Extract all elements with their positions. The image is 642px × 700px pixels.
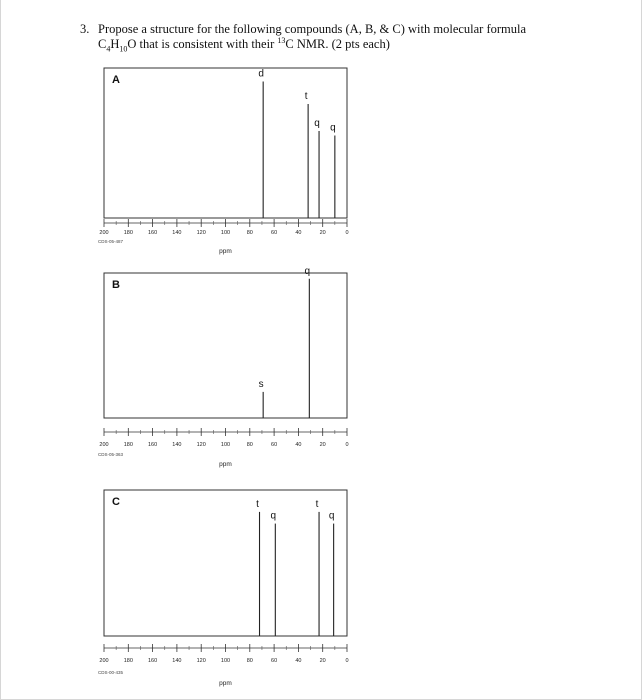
tick-label-0: 0	[345, 658, 349, 664]
tick-label-40: 40	[295, 442, 302, 448]
peak-multiplicity-2: q	[304, 265, 311, 277]
question-line-1: Propose a structure for the following compounds (A, B, & C) with molecular formula	[98, 22, 527, 36]
tick-label-140: 140	[172, 658, 182, 664]
x-axis-label: ppm	[219, 248, 232, 255]
tick-label-120: 120	[196, 658, 206, 664]
tick-label-100: 100	[220, 442, 231, 448]
tick-label-0: 0	[345, 442, 349, 448]
tick-label-200: 200	[99, 442, 109, 448]
x-axis-label: ppm	[219, 461, 232, 468]
tick-label-40: 40	[295, 230, 302, 236]
tick-label-180: 180	[123, 658, 133, 664]
question-text-a: that is consistent with their	[136, 37, 278, 51]
question-text-b: C NMR. (2 pts each)	[285, 37, 390, 51]
formula-hydrogen: H	[110, 37, 120, 51]
tick-label-60: 60	[271, 442, 278, 448]
spectrum-frame	[104, 68, 347, 218]
spectrum-frame	[104, 490, 347, 636]
peak-multiplicity-3: t	[315, 498, 319, 510]
tick-label-60: 60	[271, 230, 278, 236]
tick-label-180: 180	[123, 442, 133, 448]
peak-multiplicity-1: t	[256, 498, 259, 510]
peak-multiplicity-4: q	[328, 510, 335, 522]
tick-label-40: 40	[295, 658, 302, 664]
tick-label-60: 60	[271, 658, 278, 664]
peak-multiplicity-1: d	[258, 68, 264, 80]
question-number: 3.	[80, 22, 90, 36]
tick-label-80: 80	[246, 442, 253, 448]
tick-label-200: 200	[99, 230, 109, 236]
formula-hydrogen-count: 10	[119, 44, 128, 54]
spectrum-code: CDS-00-435	[98, 670, 124, 675]
tick-label-0: 0	[345, 230, 349, 236]
spectrum-b	[98, 266, 349, 468]
tick-label-20: 20	[319, 442, 326, 448]
peak-multiplicity-2: t	[304, 91, 308, 102]
formula-carbon: C	[98, 37, 107, 51]
peak-multiplicity-3: q	[314, 118, 320, 129]
tick-label-160: 160	[148, 442, 158, 448]
tick-label-100: 100	[220, 230, 231, 236]
spectrum-label: A	[112, 74, 120, 86]
tick-label-180: 180	[123, 230, 133, 236]
tick-label-100: 100	[220, 658, 231, 664]
spectrum-a	[98, 68, 349, 255]
tick-label-120: 120	[196, 230, 206, 236]
spectrum-frame	[104, 273, 347, 418]
spectrum-code: CDS-05-487	[98, 239, 124, 244]
peak-multiplicity-2: q	[270, 510, 277, 522]
isotope-superscript: 13	[277, 35, 286, 45]
tick-label-140: 140	[172, 230, 182, 236]
tick-label-160: 160	[148, 658, 158, 664]
x-axis-label: ppm	[219, 680, 232, 687]
spectrum-label: B	[112, 279, 120, 291]
tick-label-200: 200	[99, 658, 109, 664]
tick-label-140: 140	[172, 442, 182, 448]
formula-oxygen: O	[127, 37, 137, 51]
tick-label-80: 80	[246, 230, 253, 236]
tick-label-20: 20	[319, 658, 326, 664]
formula-carbon-count: 4	[106, 44, 111, 54]
peak-multiplicity-1: s	[258, 378, 264, 390]
spectrum-c	[98, 490, 349, 687]
tick-label-160: 160	[148, 230, 158, 236]
spectrum-label: C	[112, 496, 120, 508]
tick-label-20: 20	[319, 230, 326, 236]
tick-label-120: 120	[196, 442, 206, 448]
peak-multiplicity-4: q	[330, 122, 336, 134]
spectrum-code: CDS-05-363	[98, 452, 124, 457]
tick-label-80: 80	[246, 658, 253, 664]
